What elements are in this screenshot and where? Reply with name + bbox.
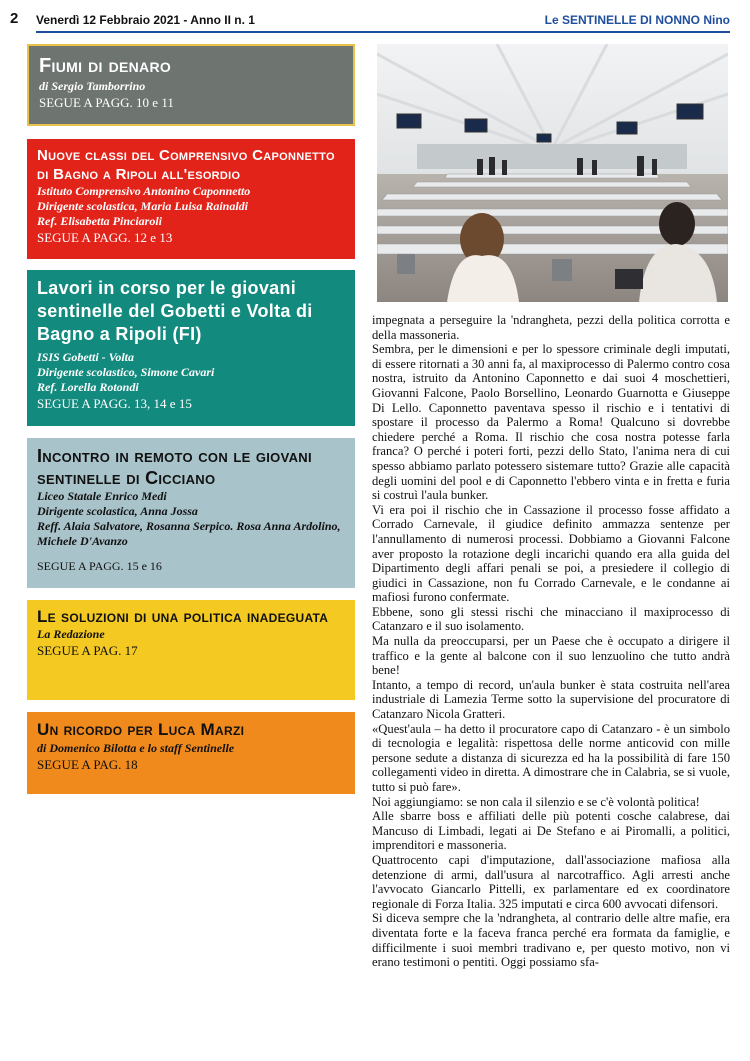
article-paragraph: Alle sbarre boss e affiliati delle più potenti cosche calabrese, dai Mancuso di Limbadi, legati ai De Stefano e ai Piromalli, a politici, imprenditori e massoneria. <box>372 809 730 853</box>
teaser-lavori-in-corso[interactable] <box>27 270 355 426</box>
teaser-credit: Ref. Lorella Rotondi <box>37 380 139 394</box>
teaser-credit: di Domenico Bilotta e lo staff Sentinelle <box>37 741 235 755</box>
teaser-follow: SEGUE A PAG. 18 <box>37 757 138 772</box>
teaser-follow: SEGUE A PAGG. 13, 14 e 15 <box>37 396 192 411</box>
teaser-nuove-classi[interactable] <box>27 139 355 259</box>
courtroom-photo <box>377 44 728 302</box>
teaser-credit: Dirigente scolastico, Simone Cavari <box>37 365 215 379</box>
teaser-follow: SEGUE A PAGG. 12 e 13 <box>37 230 173 245</box>
teaser-title: Nuove classi del Comprensivo Caponnetto di Bagno a Ripoli all'esordio <box>37 147 335 183</box>
teaser-ricordo-luca-marzi[interactable] <box>27 712 355 794</box>
teaser-credit: La Redazione <box>37 627 105 641</box>
teaser-follow: SEGUE A PAGG. 10 e 11 <box>39 95 174 110</box>
teaser-soluzioni-politica[interactable] <box>27 600 355 700</box>
article-paragraph: Noi aggiungiamo: se non cala il silenzio e se c'è volontà politica! <box>372 794 700 809</box>
article-paragraph: Ma nulla da preoccuparsi, per un Paese che è occupato a dirigere il traffico e la gente al balcone con il suo lenzuolino che tutto andrà bene! <box>372 634 730 678</box>
article-paragraph: impegnata a perseguire la 'ndrangheta, pezzi della politica corrotta e della massoneria. <box>372 313 730 342</box>
article-paragraph: Intanto, a tempo di record, un'aula bunker è stata costruita nell'area industriale di Lamezia Terme sotto la supervisione del procuratore di Catanzaro Nicola Gratteri. <box>372 677 730 722</box>
teaser-credit: Reff. Alaia Salvatore, Rosanna Serpico. Rosa Anna Ardolino, Michele D'Avanzo <box>37 519 341 548</box>
teaser-follow: SEGUE A PAGG. 15 e 16 <box>37 559 162 573</box>
article-paragraph: Vi era poi il rischio che in Cassazione il processo fosse affidato a Corrado Carnevale, il giudice definito ammazza sentenze per l'annullamento di numerosi processi. Dobbiamo a Giovanni Falcone aver proposto la rotazione degli incarichi quando era alla guida del Dipartimento degli affari penali se poi, a presiedere il collegio di giudici in Cassazione, non fu Corrado Carnevale, e le condanne ai mafiosi furono confermate. <box>372 502 730 605</box>
teaser-fiumi-di-denaro[interactable] <box>27 44 355 126</box>
teaser-title: Un ricordo per Luca Marzi <box>37 720 245 739</box>
teaser-credit: ISIS Gobetti - Volta <box>37 350 135 364</box>
page-header <box>0 0 750 36</box>
teaser-follow: SEGUE A PAG. 17 <box>37 643 138 658</box>
dateline: Venerdì 12 Febbraio 2021 - Anno II n. 1 <box>36 13 255 27</box>
teaser-title: Lavori in corso per le giovani sentinelle del Gobetti e Volta di Bagno a Ripoli (FI) <box>37 278 313 344</box>
header-rule <box>36 31 730 33</box>
teaser-credit: Istituto Comprensivo Antonino Caponnetto <box>37 184 251 198</box>
teaser-title: Incontro in remoto con le giovani sentinelle di Cicciano <box>37 446 312 488</box>
page-number: 2 <box>10 10 19 27</box>
teaser-incontro-cicciano[interactable] <box>27 438 355 588</box>
article-paragraph: «Quest'aula – ha detto il procuratore capo di Catanzaro - è un simbolo di tecnologia e legalità: rispettosa delle norme anticovid con mille persone sedute a distanza di sicurezza ed ha la possibilità di fare 150 collegamenti video in diretta. A dimostrare che in Calabria, se si vuole, tutto si può fare». <box>372 721 730 794</box>
article-paragraph: Si diceva sempre che la 'ndrangheta, al contrario delle altre mafie, era diventata forte e la faceva franca perché era formata da famiglie, e difficilmente i suoi membri tradivano e, per questo motivo, non vi erano testimoni o pentiti. Oggi possiamo sfa- <box>372 911 730 970</box>
article-paragraph: Ebbene, sono gli stessi rischi che minacciano il maxiprocesso di Catanzaro e il suo isolamento. <box>372 604 730 634</box>
teaser-credit: Ref. Elisabetta Pinciaroli <box>37 214 162 228</box>
masthead: Le SENTINELLE DI NONNO Nino <box>544 13 730 27</box>
teaser-credit: Dirigente scolastica, Anna Jossa <box>37 504 198 518</box>
article-paragraph: Sembra, per le dimensioni e per lo spessore criminale degli imputati, di essere ritornati a 30 anni fa, al maxiprocesso di Palermo contro cosa nostra, istruito da Antonino Caponnetto e dai suoi 4 moschettieri, Giovanni Falcone, Paolo Borsellino, Leonardo Guarnotta e Giuseppe Di Lello. Caponnetto paventava spesso il rischio e i tentativi di spostare il processo da Palermo a Roma! Qualcuno si dovrebbe chiedere perché a Roma. Il rischio che cosa nostra potesse farla franca? O perché i poteri forti, pezzi dello Stato, l'anima nera di cui spesso abbiamo parlato potessero sistemare tutto? Grazie alle capacità degli uomini del pool e di Caponnetto l'ebbero vinta e in fretta e furia si costruì l'aula bunker. <box>372 342 730 503</box>
teaser-credit: Dirigente scolastica, Maria Luisa Rainaldi <box>37 199 249 213</box>
article-paragraph: Quattrocento capi d'imputazione, dall'associazione mafiosa alla detenzione di armi, dall'usura al narcotraffico. Agli arresti anche l'avvocato Giancarlo Pittelli, ex parlamentare ed ex coordinatore regionale di Forza Italia. 325 imputati e circa 600 avvocati difensori. <box>372 852 730 911</box>
article-body <box>372 313 730 970</box>
teaser-credit: di Sergio Tamborrino <box>39 79 146 93</box>
teaser-title: Fiumi di denaro <box>39 55 172 77</box>
teaser-title: Le soluzioni di una politica inadeguata <box>37 607 329 626</box>
teaser-credit: Liceo Statale Enrico Medi <box>37 489 167 503</box>
